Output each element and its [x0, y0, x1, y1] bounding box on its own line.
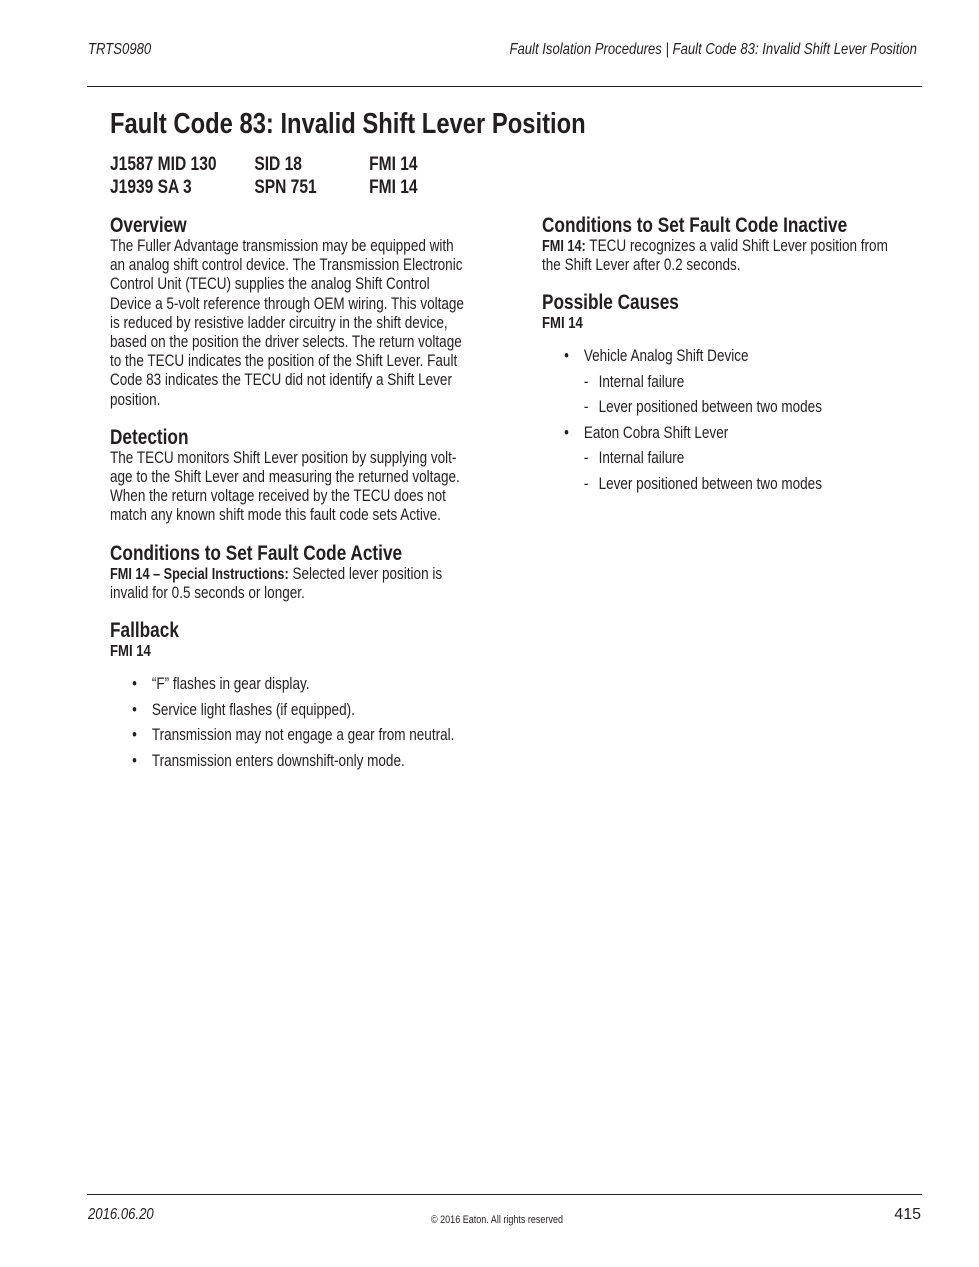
bullet-icon: •	[132, 675, 137, 694]
dash-icon: -	[583, 398, 589, 417]
footer-date: 2016.06.20	[88, 1206, 154, 1223]
text-line: Code 83 indicates the TECU did not identify a Shift Lever	[110, 371, 452, 390]
page-title: Fault Code 83: Invalid Shift Lever Position	[110, 108, 586, 140]
sub-list-item-text: Lever positioned between two modes	[598, 398, 822, 417]
fmi-label: FMI 14 – Special Instructions:	[110, 565, 289, 583]
sub-list-item-text: Internal failure	[598, 372, 685, 391]
inactive-conditions-heading: Conditions to Set Fault Code Inactive	[542, 214, 848, 237]
fallback-section	[110, 619, 479, 771]
bullet-icon: •	[564, 347, 569, 366]
dash-icon: -	[583, 474, 589, 493]
active-conditions-heading: Conditions to Set Fault Code Active	[110, 541, 403, 565]
dash-icon: -	[583, 372, 589, 391]
text-line: based on the position the driver selects. The return voltage	[110, 333, 462, 352]
header-rule	[87, 86, 922, 87]
fallback-fmi-label: FMI 14	[110, 643, 151, 661]
detection-section	[110, 426, 479, 526]
bullet-icon: •	[132, 751, 137, 770]
bullet-icon: •	[132, 726, 137, 745]
text-line: TECU recognizes a valid Shift Lever position from	[585, 237, 888, 255]
list-item-text: Service light flashes (if equipped).	[151, 700, 355, 719]
text-line: the Shift Lever after 0.2 seconds.	[542, 256, 741, 275]
text-line: When the return voltage received by the TECU does not	[110, 487, 446, 506]
footer-copyright: © 2016 Eaton. All rights reserved	[431, 1214, 564, 1226]
list-item-text: Transmission may not engage a gear from neutral.	[151, 726, 455, 745]
text-line: is reduced by resistive ladder circuitry in the shift device,	[110, 313, 448, 332]
text-line: match any known shift mode this fault code sets Active.	[110, 506, 441, 525]
text-line: Selected lever position is	[288, 564, 443, 583]
detection-text	[110, 449, 479, 526]
sub-list-item	[584, 398, 919, 417]
text-line: The TECU monitors Shift Lever position by supplying volt-	[110, 448, 457, 467]
text-line: invalid for 0.5 seconds or longer.	[110, 583, 305, 602]
list-item	[542, 347, 919, 417]
sub-list-item-text: Internal failure	[598, 449, 685, 468]
text-line: age to the Shift Lever and measuring the returned voltage.	[110, 468, 460, 487]
code-protocol: J1939 SA 3	[110, 177, 192, 198]
active-conditions-section	[110, 542, 479, 603]
list-item	[110, 675, 479, 694]
inactive-conditions-section	[542, 214, 919, 275]
dash-icon: -	[583, 449, 589, 468]
list-item-text: “F” flashes in gear display.	[151, 675, 310, 694]
code-protocol: J1587 MID 130	[110, 154, 217, 175]
code-id: SPN 751	[254, 177, 317, 198]
possible-causes-heading: Possible Causes	[542, 291, 679, 315]
footer-rule	[87, 1194, 922, 1195]
list-item	[110, 752, 479, 771]
list-item	[110, 726, 479, 745]
list-item	[542, 424, 919, 494]
list-item-text: Transmission enters downshift-only mode.	[151, 751, 405, 770]
sub-list-item	[584, 373, 919, 392]
right-column	[542, 214, 919, 510]
code-fmi: FMI 14	[369, 154, 418, 175]
page-number: 415	[894, 1206, 921, 1223]
overview-heading: Overview	[110, 214, 187, 237]
sub-list	[584, 449, 919, 494]
text-line: Control Unit (TECU) supplies the analog Shift Control	[110, 275, 430, 294]
bullet-icon: •	[564, 423, 569, 442]
sub-list	[584, 373, 919, 418]
bullet-icon: •	[132, 700, 137, 719]
inactive-conditions-text	[542, 237, 919, 275]
code-fmi: FMI 14	[369, 177, 418, 198]
sub-list-item	[584, 475, 919, 494]
header-section-title: Fault Isolation Procedures | Fault Code 83: Invalid Shift Lever Position	[509, 41, 917, 58]
text-line: The Fuller Advantage transmission may be equipped with	[110, 237, 454, 255]
sub-list-item-text: Lever positioned between two modes	[598, 474, 822, 493]
list-item-text: Vehicle Analog Shift Device	[583, 347, 749, 366]
sub-list-item	[584, 449, 919, 468]
fmi-label: FMI 14:	[542, 238, 586, 255]
possible-causes-fmi-label: FMI 14	[542, 315, 583, 333]
text-line: Device a 5-volt reference through OEM wiring. This voltage	[110, 294, 464, 313]
list-item-text: Eaton Cobra Shift Lever	[583, 423, 729, 442]
possible-causes-list	[542, 347, 919, 494]
code-id: SID 18	[254, 154, 302, 175]
overview-section	[110, 214, 479, 410]
text-line: to the TECU indicates the position of the Shift Lever. Fault	[110, 352, 458, 371]
detection-heading: Detection	[110, 425, 189, 449]
possible-causes-section	[542, 291, 919, 494]
fallback-heading: Fallback	[110, 619, 179, 643]
text-line: position.	[110, 390, 161, 409]
fallback-list	[110, 675, 479, 771]
active-conditions-text	[110, 565, 479, 603]
text-line: an analog shift control device. The Transmission Electronic	[110, 256, 463, 275]
overview-text	[110, 237, 479, 410]
header-doc-id: TRTS0980	[88, 41, 152, 58]
left-column	[110, 214, 479, 787]
list-item	[110, 701, 479, 720]
